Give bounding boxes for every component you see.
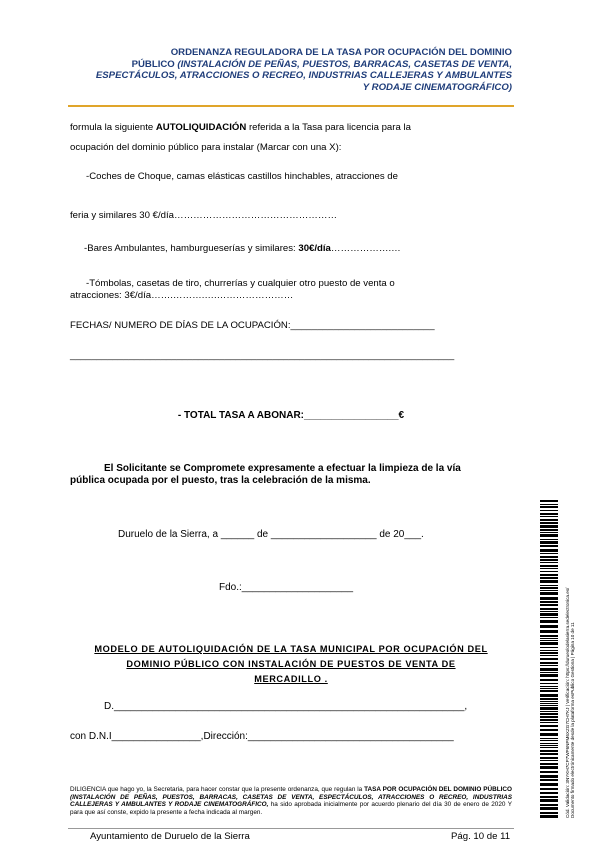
barcode-bar — [540, 625, 558, 628]
barcode-bar — [540, 757, 558, 759]
barcode-bar — [540, 652, 558, 654]
barcode-bar — [540, 665, 558, 666]
barcode-bar — [540, 545, 558, 547]
barcode-bar — [540, 587, 558, 589]
barcode-bar — [540, 529, 558, 531]
barcode-bar — [540, 577, 558, 579]
barcode-bar — [540, 513, 558, 515]
barcode-bar — [540, 763, 558, 765]
fechas-line: FECHAS/ NUMERO DE DÍAS DE LA OCUPACIÓN:___________________________ — [70, 320, 435, 331]
barcode-bar — [540, 792, 558, 794]
barcode-bar — [540, 766, 558, 769]
verification-text-line1: Cód. Validación: 3NYKH7CP7WP6NPM6XZG7CH7KJ | Verificación: https://durueolodelasierra.sedelectronica.es/ — [565, 587, 570, 818]
barcode-bar — [540, 815, 558, 818]
barcode-bar — [540, 733, 558, 736]
barcode-bar — [540, 635, 558, 637]
barcode-bar — [540, 617, 558, 618]
barcode-bar — [540, 580, 558, 583]
barcode-bar — [540, 690, 558, 692]
barcode-bar — [540, 771, 558, 773]
verification-text-line2: Documento firmado electrónicamente desde la plataforma esPublico Gestiona | Página 10 de 11 — [570, 622, 576, 818]
intro-line2: ocupación del dominio público para instalar (Marcar con una X): — [70, 142, 342, 153]
footer-divider — [68, 828, 514, 829]
barcode-bar — [540, 686, 558, 687]
diligencia-pre: DILIGENCIA que hago yo, la Secretaria, para hacer constar que la presente ordenanza, que regulan la — [70, 786, 365, 793]
item2-bold: 30€/día — [298, 243, 331, 254]
footer-page-number: Pág. 10 de 11 — [451, 831, 511, 842]
fechas-line2: ________________________________________________________________________ — [70, 350, 455, 361]
barcode-bar — [540, 549, 558, 552]
barcode-bar — [540, 655, 558, 656]
barcode-bar — [540, 716, 558, 718]
item3-line1: -Tómbolas, casetas de tiro, churrerías y cualquier otro puesto de venta o — [86, 278, 395, 289]
item3-line2: atracciones: 3€/día…….……….….…………………… — [70, 290, 294, 301]
barcode-bar — [540, 585, 558, 586]
barcode-bar — [540, 504, 558, 505]
barcode-bar — [540, 713, 558, 715]
barcode-bar — [540, 705, 558, 706]
barcode-bars — [540, 500, 558, 818]
header-title-line2-prefix: PÚBLICO — [131, 58, 178, 70]
barcode-bar — [540, 729, 558, 731]
verification-sidebar — [540, 500, 582, 820]
barcode-bar — [540, 694, 558, 697]
barcode-bar — [540, 556, 558, 558]
intro-line1 — [70, 122, 411, 134]
barcode-bar — [540, 662, 558, 664]
barcode-bar — [540, 740, 558, 741]
intro-bold: AUTOLIQUIDACIÓN — [155, 122, 247, 133]
barcode-bar — [540, 807, 558, 810]
barcode-bar — [540, 658, 558, 660]
modelo-title-line2: DOMINIO PÚBLICO CON INSTALACIÓN DE PUESTOS DE VENTA DE — [126, 659, 456, 669]
barcode-bar — [540, 541, 558, 544]
barcode-bar — [540, 722, 558, 723]
header-divider — [68, 105, 514, 107]
modelo-dni-line: con D.N.I________________,Dirección:_____________________________________ — [70, 731, 454, 742]
barcode-bar — [540, 590, 558, 591]
barcode-bar — [540, 539, 558, 540]
barcode-bar — [540, 522, 558, 524]
item1-line2: feria y similares 30 €/día…………………………………………… — [70, 210, 338, 221]
intro-pre: formula la siguiente — [70, 122, 156, 133]
barcode-bar — [540, 796, 558, 798]
document-header — [70, 47, 512, 93]
item1-line1: -Coches de Choque, camas elásticas castillos hinchables, atracciones de — [86, 171, 398, 182]
barcode-bar — [540, 788, 558, 790]
barcode-bar — [540, 638, 558, 639]
barcode-bar — [540, 745, 558, 746]
barcode-bar — [540, 630, 558, 633]
firma: Fdo.:____________________ — [219, 582, 354, 593]
modelo-d-line: D._______________________________________________________________, — [104, 701, 468, 712]
modelo-title-line3: MERCADILLO . — [254, 674, 328, 684]
total-tasa: - TOTAL TASA A ABONAR:_________________€ — [177, 410, 405, 421]
barcode-bar — [540, 753, 558, 755]
verification-text — [565, 588, 575, 818]
barcode-bar — [540, 568, 558, 569]
barcode-bar — [540, 574, 558, 576]
header-title-line4: Y RODAJE CINEMATOGRÁFICO) — [362, 81, 512, 93]
barcode-bar — [540, 500, 558, 502]
barcode-bar — [540, 725, 558, 727]
compromiso-line1: El Solicitante se Compromete expresamente a efectuar la limpieza de la vía — [104, 463, 461, 474]
barcode-bar — [540, 812, 558, 814]
barcode-bar — [540, 611, 558, 612]
modelo-title-line1: MODELO DE AUTOLIQUIDACIÓN DE LA TASA MUNICIPAL POR OCUPACIÓN DEL — [94, 644, 488, 654]
header-title-line2-italic: (INSTALACIÓN DE PEÑAS, PUESTOS, BARRACAS, CASETAS DE VENTA, — [177, 58, 512, 70]
barcode-bar — [540, 779, 558, 781]
barcode-bar — [540, 534, 558, 537]
barcode-bar — [540, 604, 558, 606]
barcode-bar — [540, 750, 558, 752]
barcode-bar — [540, 668, 558, 671]
barcode-bar — [540, 743, 558, 744]
barcode-bar — [540, 565, 558, 567]
barcode-bar — [540, 553, 558, 554]
barcode-bar — [540, 571, 558, 572]
header-title-line2 — [70, 59, 512, 71]
barcode-bar — [540, 559, 558, 561]
barcode-bar — [540, 525, 558, 528]
compromiso-line2: pública ocupada por el puesto, tras la celebración de la misma. — [70, 475, 371, 486]
barcode-bar — [540, 519, 558, 521]
diligencia-italic: (INSTALACIÓN DE PEÑAS, PUESTOS, BARRACAS, CASETAS DE VENTA, ESPECTÁCULOS, ATRACCIONES O RECREO, INDUSTRIAS CALLEJERAS Y AMBULANTES Y RODAJE CINEMATOGRÁFICO, — [70, 793, 512, 809]
barcode-bar — [540, 799, 558, 802]
barcode-bar — [540, 747, 558, 748]
barcode-bar — [540, 642, 558, 645]
barcode-bar — [540, 640, 558, 641]
barcode-bar — [540, 701, 558, 702]
barcode-bar — [540, 683, 558, 684]
barcode-bar — [540, 672, 558, 673]
barcode-bar — [540, 608, 558, 610]
barcode-bar — [540, 698, 558, 700]
barcode-bar — [540, 613, 558, 616]
barcode-bar — [540, 688, 558, 689]
barcode-bar — [540, 601, 558, 603]
barcode-bar — [540, 650, 558, 651]
diligencia-bold: TASA POR OCUPACIÓN DEL DOMINIO PÚBLICO — [364, 786, 512, 793]
barcode-graphic — [540, 500, 582, 820]
intro-post: referida a la Tasa para licencia para la — [246, 122, 411, 133]
barcode-bar — [540, 703, 558, 704]
barcode-bar — [540, 510, 558, 511]
barcode-bar — [540, 783, 558, 786]
barcode-bar — [540, 562, 558, 563]
header-title-line1: ORDENANZA REGULADORA DE LA TASA POR OCUPACIÓN DEL DOMINIO — [170, 47, 512, 58]
barcode-bar — [540, 679, 558, 681]
barcode-bar — [540, 647, 558, 648]
barcode-bar — [540, 738, 558, 739]
barcode-bar — [540, 804, 558, 806]
barcode-bar — [540, 620, 558, 623]
barcode-bar — [540, 711, 558, 712]
barcode-bar — [540, 775, 558, 778]
barcode-bar — [540, 506, 558, 508]
diligencia-post: ha sido aprobada inicialmente por acuerdo plenario del día 30 de enero de 2020 Y para que así conste, expido la presente a fecha indicada al margen. — [70, 801, 512, 816]
footer-ayuntamiento: Ayuntamiento de Duruelo de la Sierra — [90, 831, 250, 842]
barcode-bar — [540, 592, 558, 595]
barcode-bar — [540, 674, 558, 677]
header-title-line3: ESPECTÁCULOS, ATRACCIONES O RECREO, INDUSTRIAS CALLEJERAS Y AMBULANTES — [95, 70, 512, 82]
lugar-fecha: Duruelo de la Sierra, a ______ de ___________________ de 20___. — [118, 529, 424, 540]
barcode-bar — [540, 719, 558, 721]
barcode-bar — [540, 760, 558, 761]
item2-post: ……………….… — [330, 243, 401, 254]
barcode-bar — [540, 516, 558, 517]
barcode-bar — [540, 597, 558, 600]
modelo-title — [70, 642, 512, 687]
diligencia — [70, 786, 512, 816]
item2-pre: -Bares Ambulantes, hamburgueserías y similares: — [84, 243, 299, 254]
barcode-bar — [540, 532, 558, 533]
item2 — [84, 243, 401, 255]
barcode-bar — [540, 707, 558, 710]
